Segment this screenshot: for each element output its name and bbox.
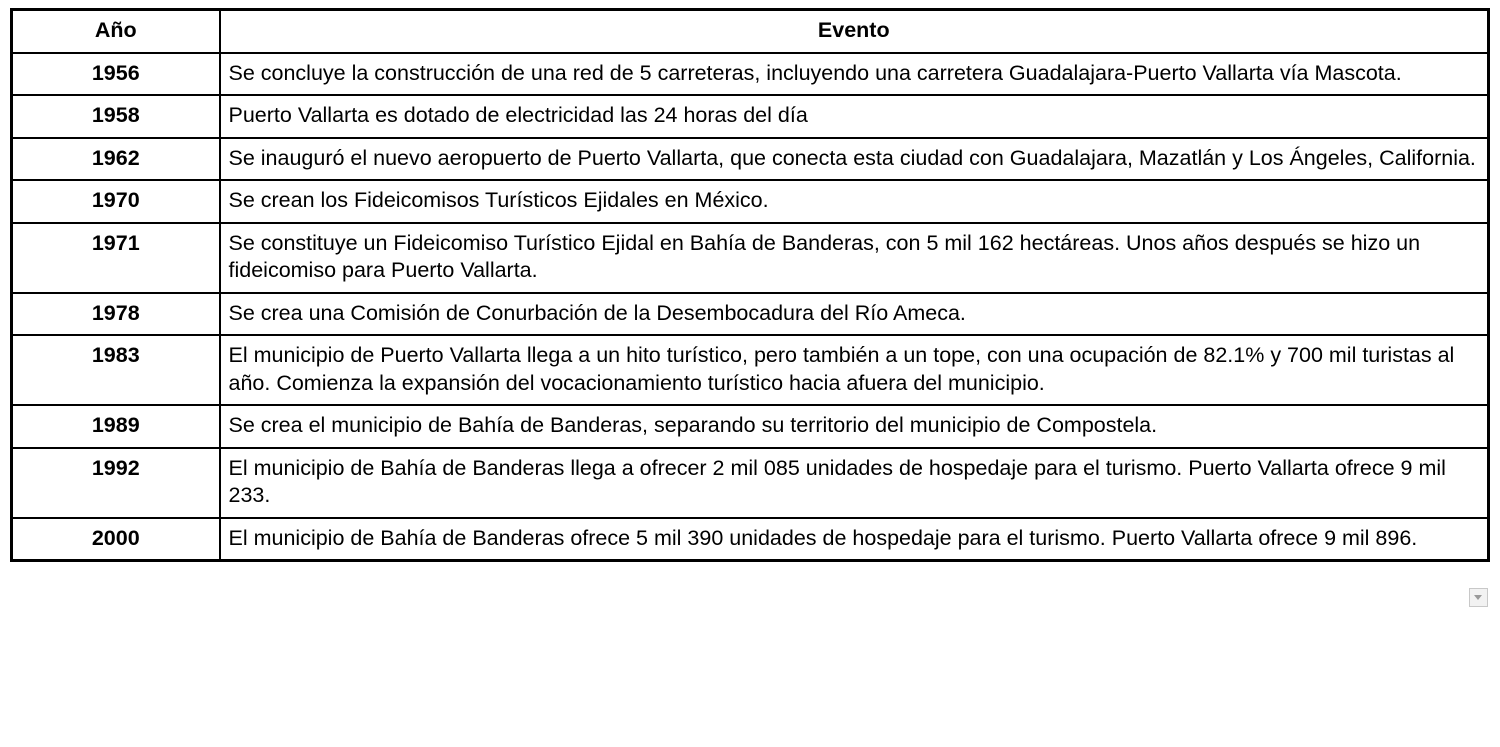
timeline-table: [10, 8, 1490, 562]
cell-event: Se crean los Fideicomisos Turísticos Ejidales en México.: [220, 180, 1489, 223]
cell-event: Se crea el municipio de Bahía de Banderas, separando su territorio del municipio de Compostela.: [220, 405, 1489, 448]
cell-event: Se inauguró el nuevo aeropuerto de Puerto Vallarta, que conecta esta ciudad con Guadalajara, Mazatlán y Los Ángeles, California.: [220, 138, 1489, 181]
table-row: [12, 448, 1489, 518]
cell-year: 1958: [12, 95, 220, 138]
table-header-row: [12, 10, 1489, 53]
table-row: [12, 180, 1489, 223]
table-row: [12, 53, 1489, 96]
column-header-event: Evento: [220, 10, 1489, 53]
cell-event: Puerto Vallarta es dotado de electricidad las 24 horas del día: [220, 95, 1489, 138]
cell-event: Se crea una Comisión de Conurbación de la Desembocadura del Río Ameca.: [220, 293, 1489, 336]
cell-year: 1971: [12, 223, 220, 293]
table-row: [12, 293, 1489, 336]
cell-year: 2000: [12, 518, 220, 561]
table-body: [12, 53, 1489, 561]
cell-year: 1962: [12, 138, 220, 181]
cell-year: 1978: [12, 293, 220, 336]
table-row: [12, 95, 1489, 138]
table-row: [12, 518, 1489, 561]
cell-year: 1970: [12, 180, 220, 223]
table-row: [12, 335, 1489, 405]
cell-event: Se constituye un Fideicomiso Turístico Ejidal en Bahía de Banderas, con 5 mil 162 hectáreas. Unos años después se hizo un fideicomiso para Puerto Vallarta.: [220, 223, 1489, 293]
table-row: [12, 405, 1489, 448]
cell-year: 1956: [12, 53, 220, 96]
cell-event: El municipio de Puerto Vallarta llega a un hito turístico, pero también a un tope, con una ocupación de 82.1% y 700 mil turistas al año. Comienza la expansión del vocacionamiento turístico hacia afuera del municipio.: [220, 335, 1489, 405]
cell-event: Se concluye la construcción de una red de 5 carreteras, incluyendo una carretera Guadalajara-Puerto Vallarta vía Mascota.: [220, 53, 1489, 96]
cell-year: 1989: [12, 405, 220, 448]
chevron-down-icon[interactable]: [1469, 588, 1488, 607]
table-header: [12, 10, 1489, 53]
cell-event: El municipio de Bahía de Banderas llega a ofrecer 2 mil 085 unidades de hospedaje para el turismo. Puerto Vallarta ofrece 9 mil 233.: [220, 448, 1489, 518]
table-row: [12, 138, 1489, 181]
cell-year: 1983: [12, 335, 220, 405]
cell-year: 1992: [12, 448, 220, 518]
cell-event: El municipio de Bahía de Banderas ofrece 5 mil 390 unidades de hospedaje para el turismo. Puerto Vallarta ofrece 9 mil 896.: [220, 518, 1489, 561]
table-row: [12, 223, 1489, 293]
column-header-year: Año: [12, 10, 220, 53]
